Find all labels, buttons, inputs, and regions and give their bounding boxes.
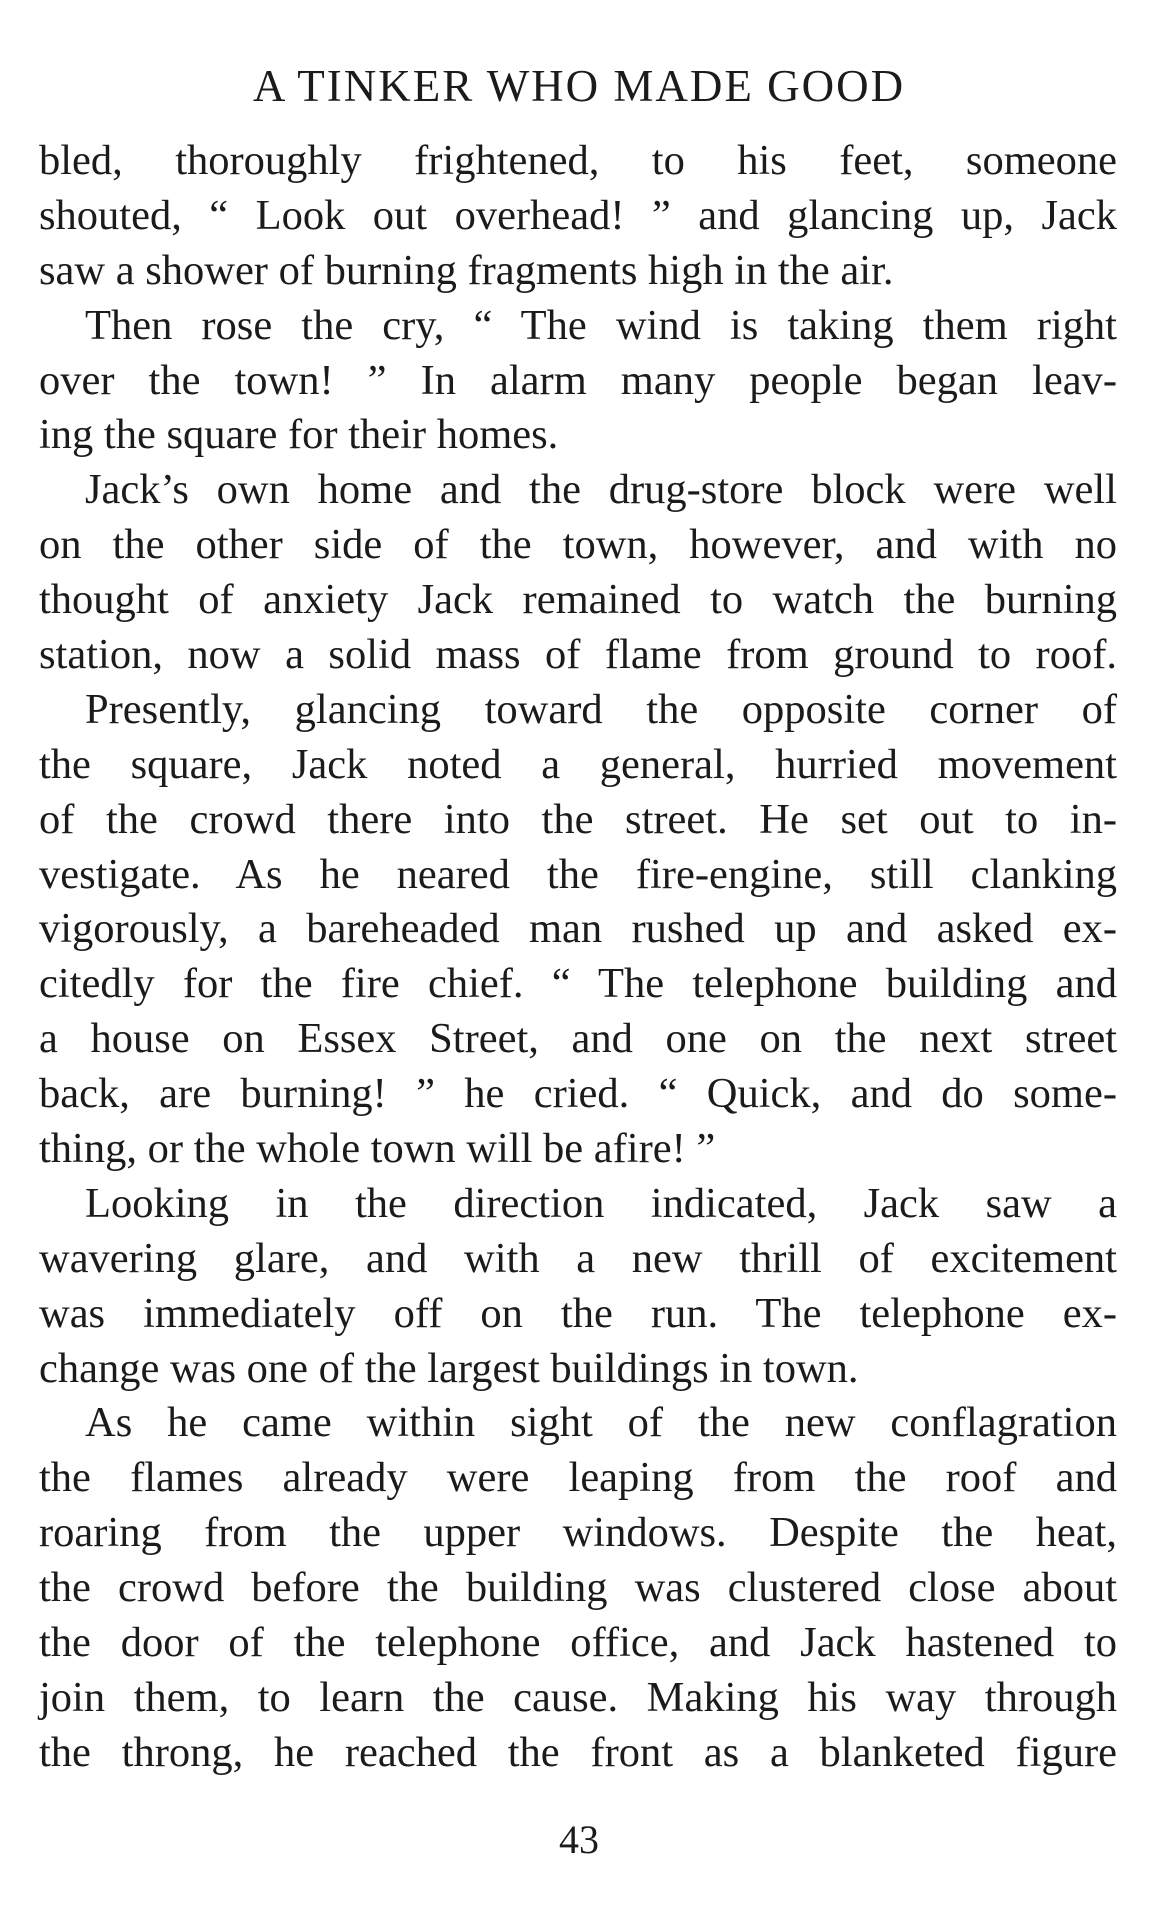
text-line: Jack’s own home and the drug-store block were well [85, 466, 1117, 514]
text-line: a house on Essex Street, and one on the next street [39, 1015, 1117, 1063]
paragraph [39, 463, 1117, 683]
text-line: of the crowd there into the street. He set out to in- [39, 795, 1117, 843]
text-line: Looking in the direction indicated, Jack saw a [85, 1179, 1117, 1227]
paragraph [39, 299, 1117, 464]
text-line: thought of anxiety Jack remained to watch the burning [39, 576, 1117, 624]
text-line: ing the square for their homes. [39, 411, 559, 459]
text-line: roaring from the upper windows. Despite the heat, [39, 1509, 1117, 1557]
text-line: over the town! ” In alarm many people began leav- [39, 356, 1117, 404]
text-line: the flames already were leaping from the roof and [39, 1454, 1117, 1502]
text-line: wavering glare, and with a new thrill of excitement [39, 1234, 1117, 1282]
text-line: the crowd before the building was clustered close about [39, 1564, 1117, 1612]
paragraph [39, 134, 1117, 299]
text-line: on the other side of the town, however, and with no [39, 521, 1117, 569]
text-line: station, now a solid mass of flame from ground to roof. [39, 631, 1117, 679]
text-line: thing, or the whole town will be afire! ” [39, 1125, 716, 1173]
text-line: bled, thoroughly frightened, to his feet, someone [39, 137, 1117, 184]
page-number: 43 [559, 1817, 599, 1862]
text-line: Then rose the cry, “ The wind is taking them right [85, 301, 1117, 349]
text-line: vigorously, a bareheaded man rushed up and asked ex- [39, 905, 1117, 953]
paragraph [39, 1177, 1117, 1397]
text-line: shouted, “ Look out overhead! ” and glancing up, Jack [39, 191, 1117, 239]
text-line: citedly for the fire chief. “ The telephone building and [39, 960, 1117, 1008]
text-line: saw a shower of burning fragments high in the air. [39, 246, 894, 294]
text-line: Presently, glancing toward the opposite corner of [85, 685, 1117, 733]
text-line: As he came within sight of the new conflagration [85, 1399, 1117, 1447]
text-line: vestigate. As he neared the fire-engine, still clanking [39, 850, 1117, 898]
running-head: A TINKER WHO MADE GOOD [252, 61, 906, 111]
text-line: join them, to learn the cause. Making his way through [39, 1673, 1117, 1721]
text-line: the door of the telephone office, and Jack hastened to [39, 1619, 1117, 1667]
paragraph [39, 1396, 1117, 1780]
text-line: was immediately off on the run. The telephone ex- [39, 1289, 1117, 1337]
text-line: the throng, he reached the front as a blanketed figure [39, 1728, 1117, 1776]
paragraph [39, 683, 1117, 1177]
text-line: back, are burning! ” he cried. “ Quick, and do some- [39, 1070, 1117, 1118]
text-line: the square, Jack noted a general, hurried movement [39, 740, 1117, 788]
text-line: change was one of the largest buildings in town. [39, 1344, 859, 1392]
body-text [39, 134, 1117, 1781]
